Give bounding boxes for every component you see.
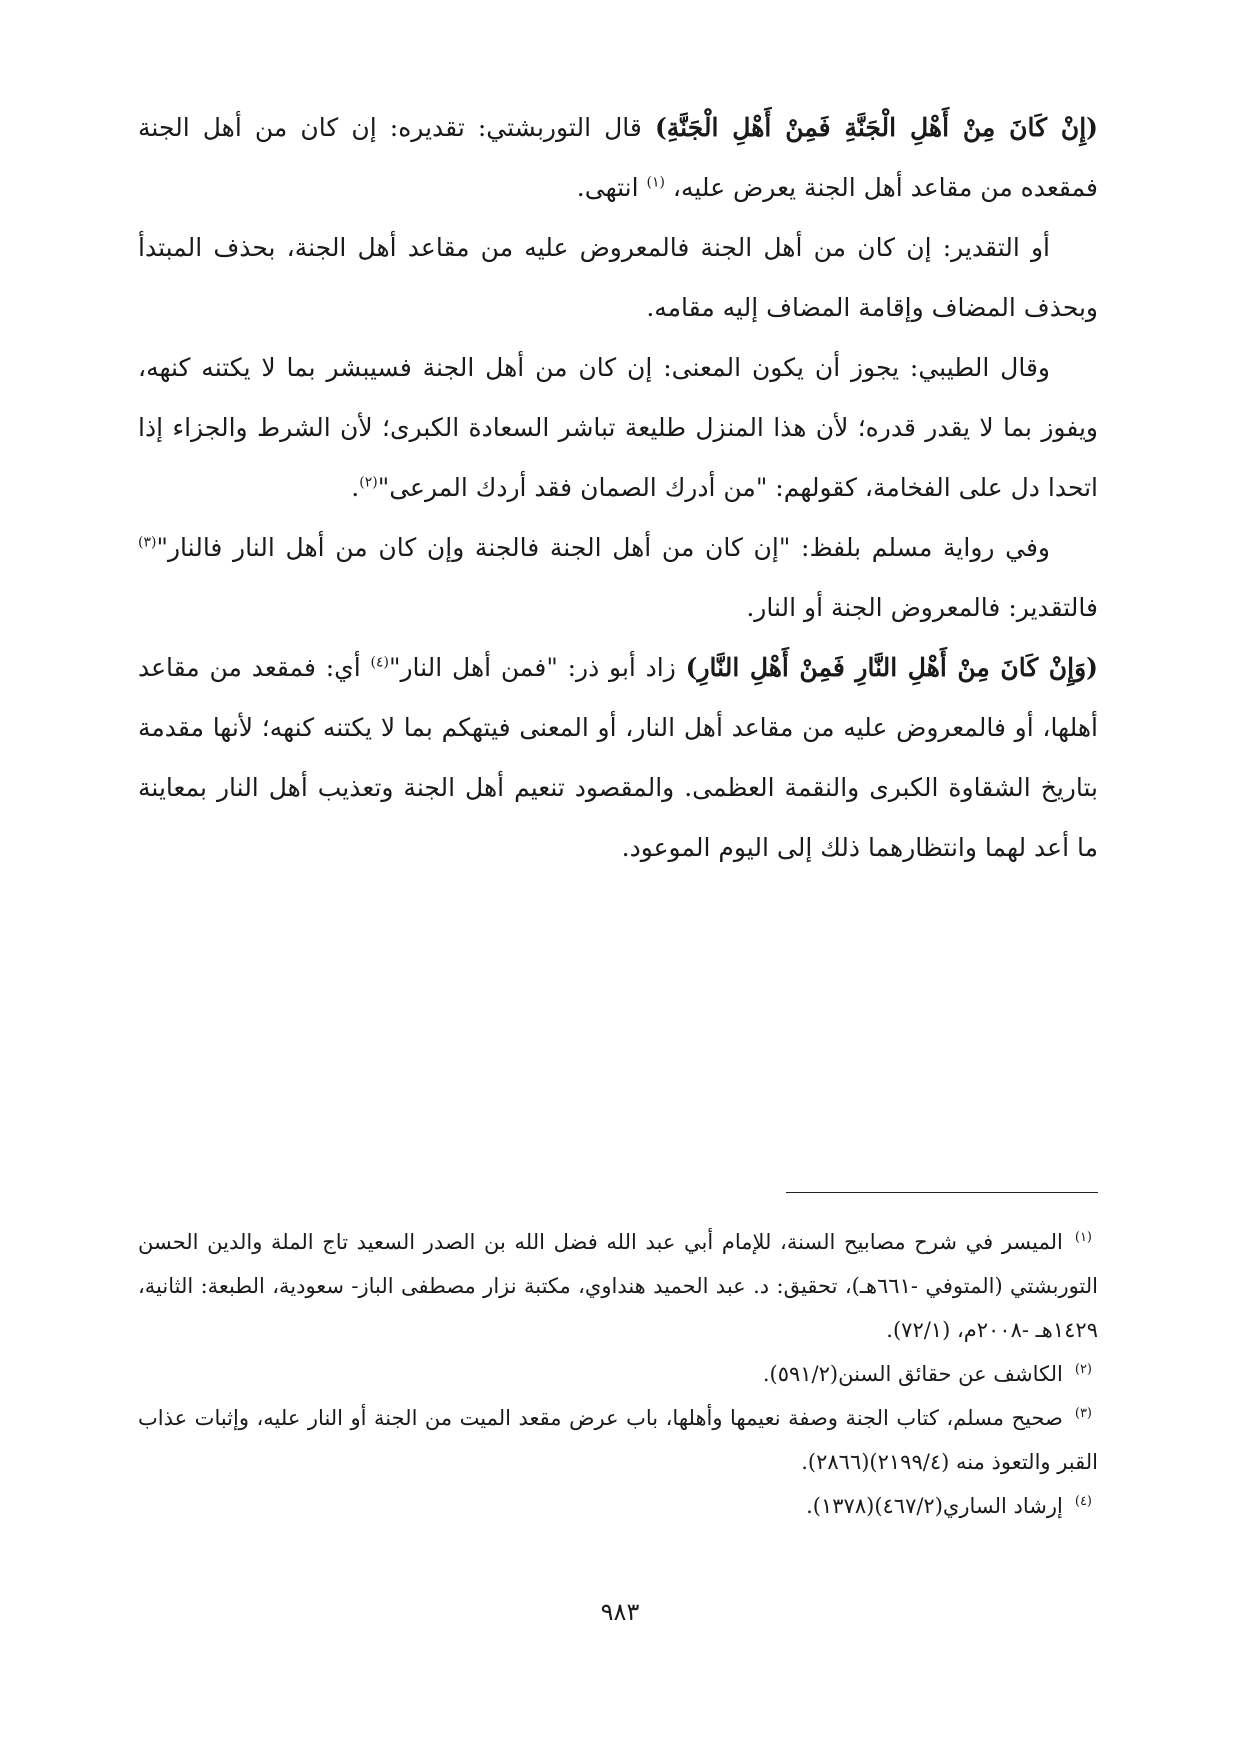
footnote-text: صحيح مسلم، كتاب الجنة وصفة نعيمها وأهلها، باب عرض مقعد الميت من الجنة أو النار عليه، وإثبات عذاب القبر والتعوذ منه (٢١٩٩/٤)(٢٨٦٦). <box>138 1406 1098 1474</box>
footnote-ref-1[interactable]: (١) <box>646 174 665 191</box>
paragraph-text: أي: فمقعد من مقاعد أهلها، أو فالمعروض عليه من مقاعد أهل النار، أو المعنى فيتهكم بما لا يكتنه كنهه؛ لأنها مقدمة بتاريخ الشقاوة الكبرى والنقمة العظمى. والمقصود تنعيم أهل الجنة وتعذيب أهل النار بمعاينة ما أعد لهما وانتظارهما ذلك إلى اليوم الموعود. <box>138 653 1098 862</box>
paragraph-text: وفي رواية مسلم بلفظ: "إن كان من أهل الجنة فالجنة وإن كان من أهل النار فالنار" <box>156 533 1050 562</box>
page-number: ٩٨٣ <box>600 1598 640 1626</box>
footnote-ref-3[interactable]: (٣) <box>138 534 157 551</box>
paragraph-4 <box>138 518 1098 638</box>
paragraph-1 <box>138 98 1098 218</box>
footnote-number: (٤) <box>1074 1494 1092 1509</box>
footnote-4 <box>138 1484 1098 1528</box>
footnote-separator <box>786 1192 1098 1193</box>
main-text <box>138 98 1098 878</box>
paragraph-text: أو التقدير: إن كان من أهل الجنة فالمعروض عليه من مقاعد أهل الجنة، بحذف المبتدأ وبحذف المضاف وإقامة المضاف إليه مقامه. <box>138 233 1098 322</box>
footnote-list <box>138 1220 1098 1528</box>
footnote-number: (٣) <box>1074 1406 1092 1421</box>
footnote-3 <box>138 1396 1098 1484</box>
footnote-ref-4[interactable]: (٤) <box>370 654 389 671</box>
paragraph-text: . <box>351 473 360 502</box>
footnote-1 <box>138 1220 1098 1352</box>
footnote-number: (١) <box>1074 1230 1092 1245</box>
paragraph-text: فالتقدير: فالمعروض الجنة أو النار. <box>746 593 1098 622</box>
footnote-text: الكاشف عن حقائق السنن(٥٩١/٢). <box>762 1362 1063 1386</box>
paragraph-2 <box>138 218 1098 338</box>
paragraph-text: قال التوربشتي: تقديره: إن كان من أهل الجنة فمقعده من مقاعد أهل الجنة يعرض عليه، <box>138 113 1098 202</box>
footnote-number: (٢) <box>1074 1362 1092 1377</box>
footnote-2 <box>138 1352 1098 1396</box>
paragraph-text: انتهى. <box>576 173 647 202</box>
paragraph-text: وقال الطيبي: يجوز أن يكون المعنى: إن كان من أهل الجنة فسيبشر بما لا يكتنه كنهه، ويفوز بما لا يقدر قدره؛ لأن هذا المنزل طليعة تباشر السعادة الكبرى؛ لأن الشرط والجزاء إذا اتحدا دل على الفخامة، كقولهم: "من أدرك الصمان فقد أردك المرعى" <box>138 353 1098 502</box>
paragraph-text: زاد أبو ذر: "فمن أهل النار" <box>388 653 686 682</box>
paragraph-5 <box>138 638 1098 878</box>
footnote-text: إرشاد الساري(٤٦٧/٢)(١٣٧٨). <box>806 1494 1063 1518</box>
hadith-quote: (وَإِنْ كَانَ مِنْ أَهْلِ النَّارِ فَمِنْ أَهْلِ النَّارِ) <box>685 653 1099 682</box>
paragraph-3 <box>138 338 1098 518</box>
footnote-text: الميسر في شرح مصابيح السنة، للإمام أبي عبد الله فضل الله بن الصدر السعيد تاج الملة والدين الحسن التوربشتي (المتوفي -٦٦١هـ)، تحقيق: د. عبد الحميد هنداوي، مكتبة نزار مصطفى الباز- سعودية، الطبعة: الثانية، ١٤٢٩هـ -٢٠٠٨م، (٧٢/١). <box>138 1230 1099 1342</box>
footnote-ref-2[interactable]: (٢) <box>359 474 378 491</box>
hadith-quote: (إِنْ كَانَ مِنْ أَهْلِ الْجَنَّةِ فَمِنْ أَهْلِ الْجَنَّةِ) <box>654 113 1099 142</box>
